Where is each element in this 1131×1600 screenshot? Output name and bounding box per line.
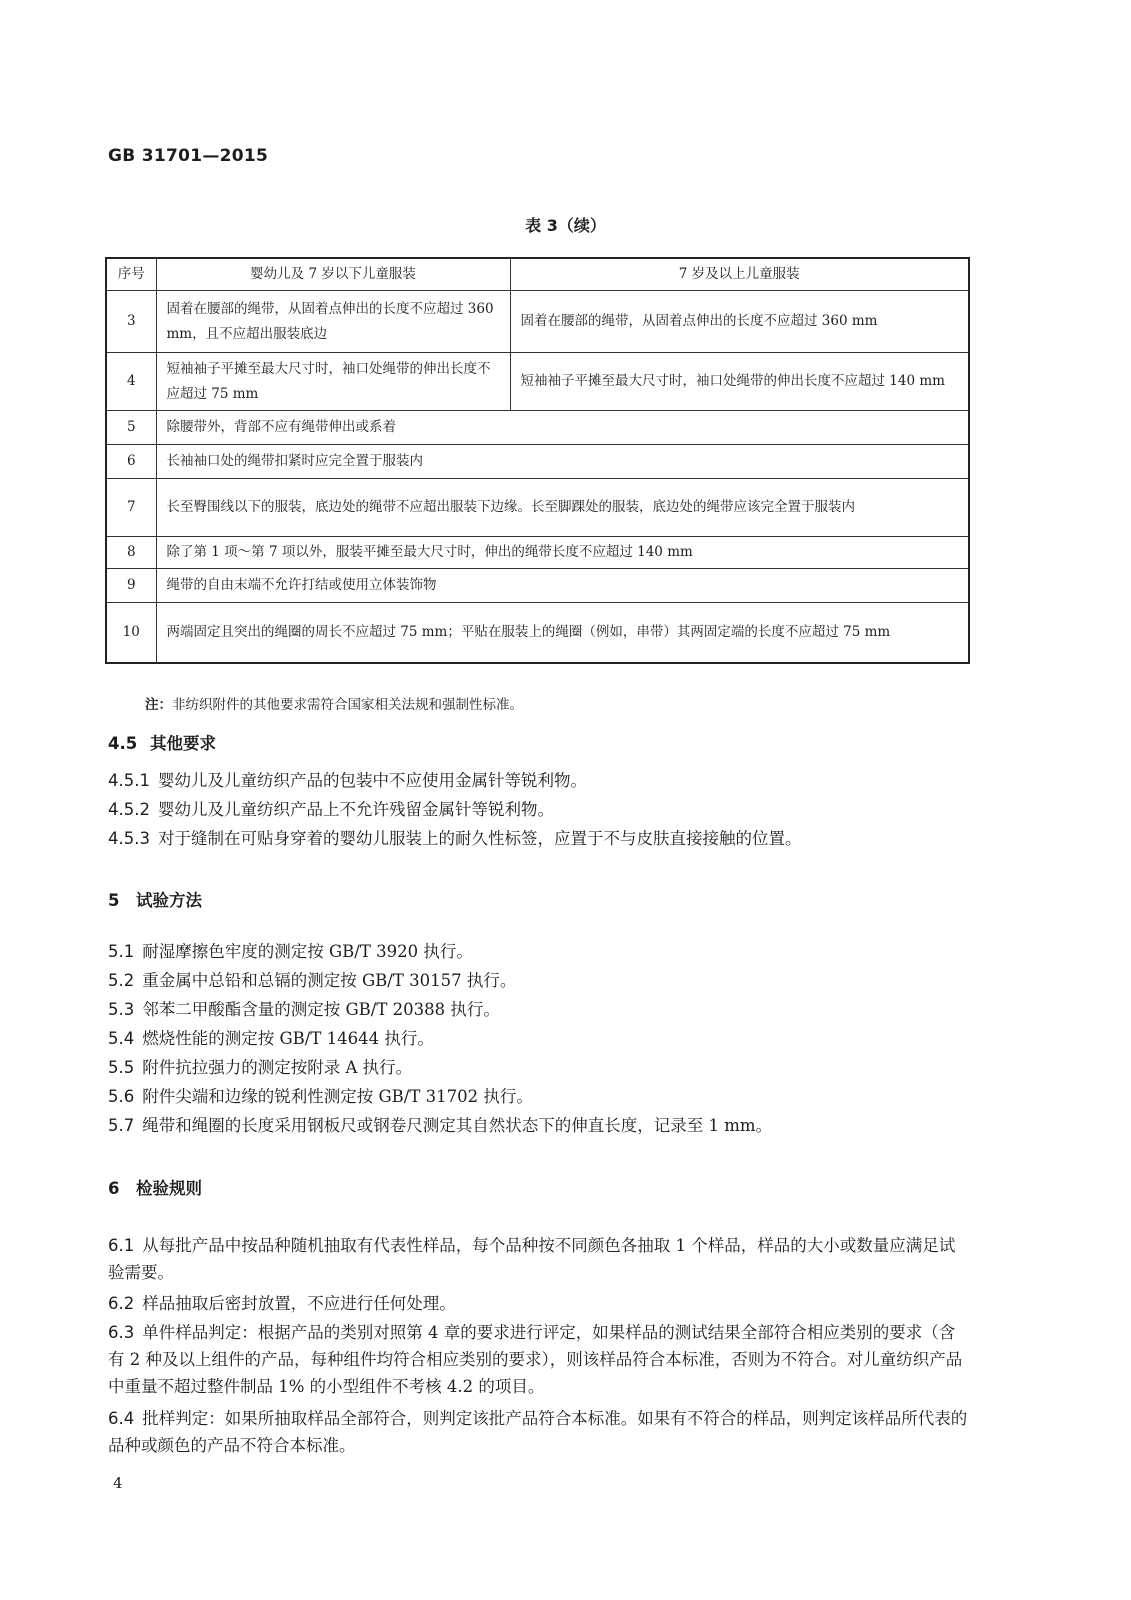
row-cell-7-and-over: 短袖袖子平摊至最大尺寸时，袖口处绳带的伸出长度不应超过 140 mm [510,353,969,411]
clause-text: 单件样品判定：根据产品的类别对照第 4 章的要求进行评定，如果样品的测试结果全部符合相应类别的要求（含有 2 种及以上组件的产品，每种组件均符合相应类别的要求），则该样品符合本标准，否则为不符合。对儿童纺织产品中重量不超过整件制品 1% 的小型组件不考核 4.2 的项目。 [108,1323,963,1396]
clause-5-5 [108,1054,968,1081]
clause-number: 5.2 [108,971,135,990]
table-row [106,603,969,663]
row-cell-merged: 两端固定且突出的绳圈的周长不应超过 75 mm；平贴在服装上的绳圈（例如，串带）其两固定端的长度不应超过 75 mm [156,603,969,663]
clause-number: 4.5.3 [108,829,150,848]
clause-number: 5.5 [108,1058,135,1077]
clause-number: 6.4 [108,1409,135,1428]
row-number: 4 [106,353,156,411]
clause-number: 6.1 [108,1236,135,1255]
clause-6-4 [108,1405,968,1459]
row-cell-merged: 除了第 1 项～第 7 项以外，服装平摊至最大尺寸时，伸出的绳带长度不应超过 140 mm [156,537,969,569]
section-title: 其他要求 [150,734,216,753]
clause-text: 对于缝制在可贴身穿着的婴幼儿服装上的耐久性标签，应置于不与皮肤直接接触的位置。 [157,829,802,848]
clause-4-5-2 [108,796,968,823]
row-number: 9 [106,569,156,603]
page-number: 4 [113,1474,123,1492]
header-7-and-over: 7 岁及以上儿童服装 [510,258,969,291]
clause-text: 附件尖端和边缘的锐利性测定按 GB/T 31702 执行。 [142,1087,533,1106]
row-number: 10 [106,603,156,663]
clause-text: 耐湿摩擦色牢度的测定按 GB/T 3920 执行。 [142,942,473,961]
table-row [106,445,969,479]
row-number: 5 [106,411,156,445]
row-number: 7 [106,479,156,537]
clause-5-2 [108,967,968,994]
table-row [106,479,969,537]
clause-number: 5.6 [108,1087,135,1106]
table-note [145,693,523,713]
clause-text: 重金属中总铅和总镉的测定按 GB/T 30157 执行。 [142,971,517,990]
section-heading-6 [108,1175,202,1199]
clause-5-4 [108,1025,968,1052]
clause-number: 6.2 [108,1294,135,1313]
section-title: 试验方法 [136,891,202,910]
section-title: 检验规则 [136,1179,202,1198]
clause-number: 5.3 [108,1000,135,1019]
note-text: 非纺织附件的其他要求需符合国家相关法规和强制性标准。 [172,697,523,713]
clause-text: 婴幼儿及儿童纺织产品上不允许残留金属针等锐利物。 [157,800,554,819]
row-cell-merged: 长至臀围线以下的服装，底边处的绳带不应超出服装下边缘。长至脚踝处的服装，底边处的绳带应该完全置于服装内 [156,479,969,537]
row-cell-merged: 绳带的自由末端不允许打结或使用立体装饰物 [156,569,969,603]
clause-5-6 [108,1083,968,1110]
table-row [106,569,969,603]
standard-code: GB 31701—2015 [108,146,269,166]
clause-6-1 [108,1232,968,1286]
clause-4-5-3 [108,825,968,852]
note-label: 注： [145,697,172,713]
clause-text: 燃烧性能的测定按 GB/T 14644 执行。 [142,1029,434,1048]
clause-text: 附件抗拉强力的测定按附录 A 执行。 [142,1058,413,1077]
requirements-table [105,257,970,664]
table-row [106,411,969,445]
clause-5-7 [108,1112,968,1139]
clause-5-1 [108,938,968,965]
row-number: 6 [106,445,156,479]
clause-text: 批样判定：如果所抽取样品全部符合，则判定该批产品符合本标准。如果有不符合的样品，则判定该样品所代表的品种或颜色的产品不符合本标准。 [108,1409,968,1455]
clause-5-3 [108,996,968,1023]
row-cell-merged: 除腰带外，背部不应有绳带伸出或系着 [156,411,969,445]
clause-text: 婴幼儿及儿童纺织产品的包装中不应使用金属针等锐利物。 [157,771,587,790]
table-row [106,353,969,411]
section-number: 6 [108,1179,120,1198]
section-number: 4.5 [108,734,138,753]
clause-text: 从每批产品中按品种随机抽取有代表性样品，每个品种按不同颜色各抽取 1 个样品，样品的大小或数量应满足试验需要。 [108,1236,956,1282]
row-cell-under-7: 固着在腰部的绳带，从固着点伸出的长度不应超过 360 mm，且不应超出服装底边 [156,291,510,353]
section-number: 5 [108,891,120,910]
clause-6-3 [108,1319,968,1400]
clause-6-2 [108,1290,968,1317]
clause-text: 邻苯二甲酸酯含量的测定按 GB/T 20388 执行。 [142,1000,500,1019]
clause-text: 绳带和绳圈的长度采用钢板尺或钢卷尺测定其自然状态下的伸直长度，记录至 1 mm。 [142,1116,773,1135]
row-cell-under-7: 短袖袖子平摊至最大尺寸时，袖口处绳带的伸出长度不应超过 75 mm [156,353,510,411]
clause-number: 4.5.1 [108,771,150,790]
clause-number: 4.5.2 [108,800,150,819]
table-header-row [106,258,969,291]
row-number: 3 [106,291,156,353]
row-number: 8 [106,537,156,569]
row-cell-merged: 长袖袖口处的绳带扣紧时应完全置于服装内 [156,445,969,479]
clause-number: 5.7 [108,1116,135,1135]
table-row [106,291,969,353]
table-row [106,537,969,569]
row-cell-7-and-over: 固着在腰部的绳带，从固着点伸出的长度不应超过 360 mm [510,291,969,353]
clause-text: 样品抽取后密封放置，不应进行任何处理。 [142,1294,456,1313]
header-under-7: 婴幼儿及 7 岁以下儿童服装 [156,258,510,291]
section-heading-5 [108,887,202,911]
table-caption: 表 3（续） [525,216,606,235]
clause-number: 6.3 [108,1323,135,1342]
clause-4-5-1 [108,767,968,794]
section-heading-4-5 [108,730,216,754]
clause-number: 5.1 [108,942,135,961]
clause-number: 5.4 [108,1029,135,1048]
header-serial: 序号 [106,258,156,291]
